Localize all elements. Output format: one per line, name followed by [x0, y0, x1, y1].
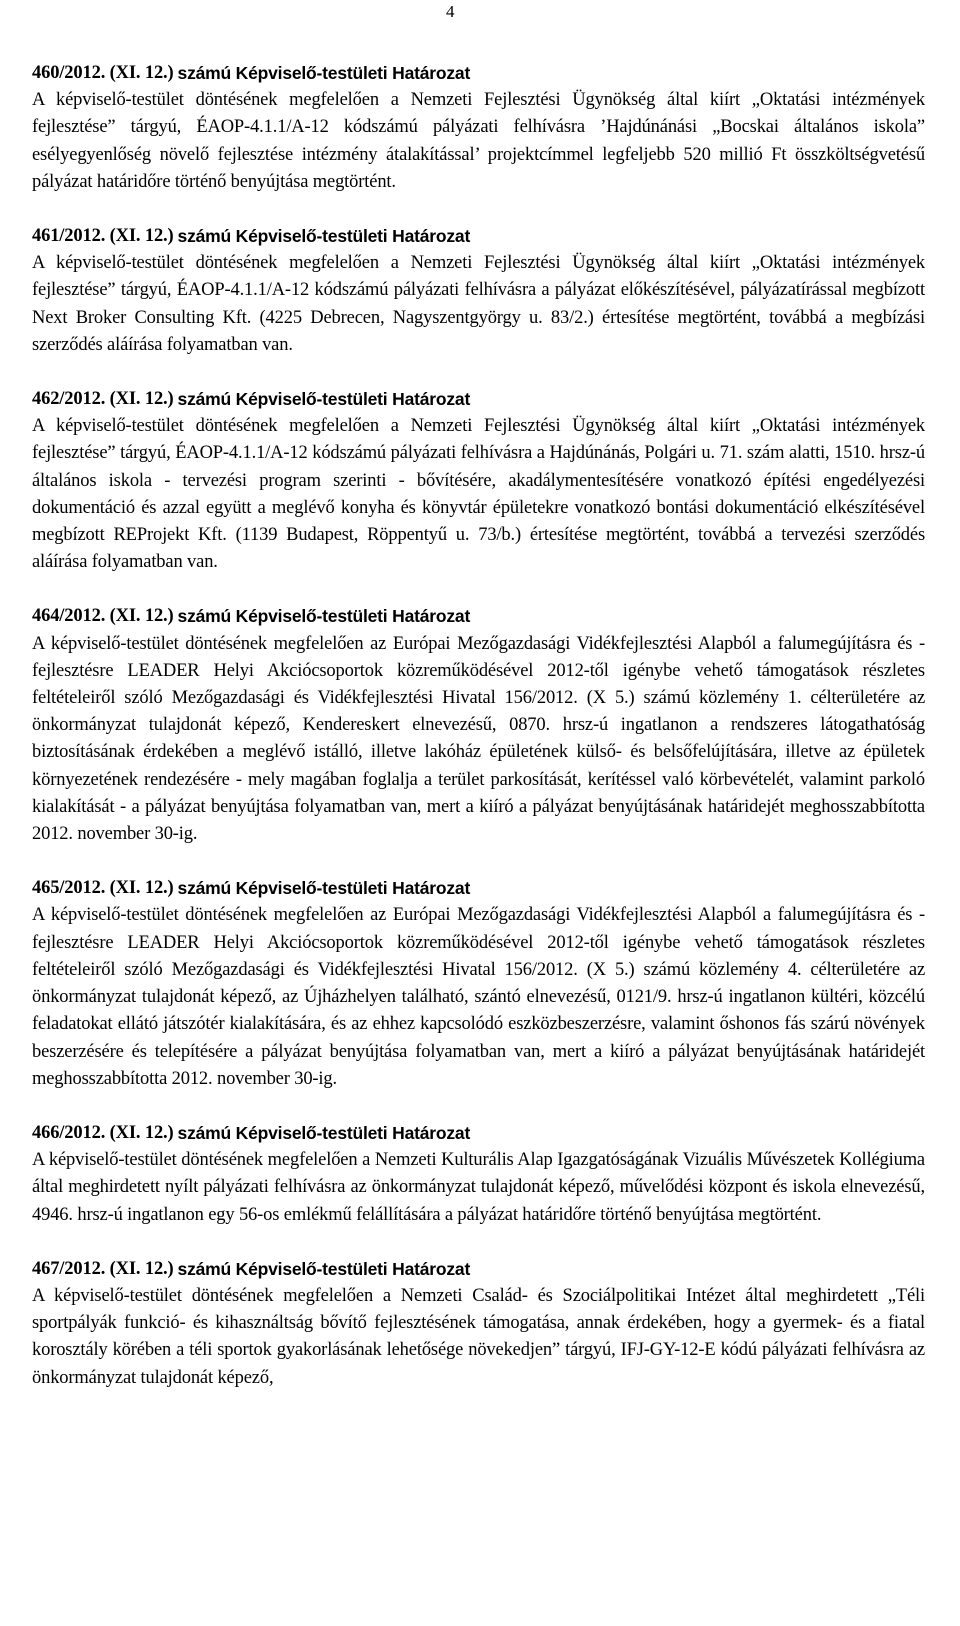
resolution-number: 464/2012. (XI. 12.)	[32, 606, 174, 627]
page-number: 4	[446, 2, 455, 21]
resolution-text: A képviselő-testület döntésének megfelelően a Nemzeti Fejlesztési Ügynökség által kiírt „Oktatási intézmények fejlesztése” tárgyú, ÉAOP-4.1.1/A-12 kódszámú pályázati felhívásra ’Hajdúnánási „Bocskai általános iskola” esélyegyenlőség növelő fejlesztése intézmény átalakítással’ projektcímmel legfeljebb 520 millió Ft összköltségvetésű pályázat határidőre történő benyújtása megtörtént.	[32, 90, 925, 192]
resolution-heading	[32, 1120, 925, 1147]
resolution-number: 467/2012. (XI. 12.)	[32, 1258, 174, 1279]
resolution-467	[32, 1256, 925, 1392]
resolution-title: számú Képviselő-testületi Határozat	[177, 878, 471, 899]
resolution-text: A képviselő-testület döntésének megfelelően a Nemzeti Kulturális Alap Igazgatóságának Vizuális Művészetek Kollégiuma által meghirdetett nyílt pályázati felhívásra az önkormányzat tulajdonát képező, művelődési központ és iskola elnevezésű, 4946. hrsz-ú ingatlanon egy 56-os emlékmű felállítására a pályázat határidőre történő benyújtása megtörtént.	[32, 1150, 925, 1225]
resolution-title: számú Képviselő-testületi Határozat	[177, 1122, 471, 1143]
resolution-462	[32, 386, 925, 576]
document-body	[32, 60, 925, 1419]
resolution-title: számú Képviselő-testületi Határozat	[177, 226, 471, 247]
resolution-text: A képviselő-testület döntésének megfelelően az Európai Mezőgazdasági Vidékfejlesztési Alapból a falumegújításra és -fejlesztésre LEADER Helyi Akciócsoportok közreműködésével 2012-től igénybe vehető támogatások részletes feltételeiről szóló Mezőgazdasági és Vidékfejlesztési Hivatal 156/2012. (X 5.) számú közlemény 1. célterületére az önkormányzat tulajdonát képező, Kendereskert elnevezésű, 0870. hrsz-ú ingatlanon a rendszeres látogathatóság biztosításának érdekében a meglévő istálló, illetve lakóház épületének külső- és belsőfelújítására, illetve az épületek környezetének rendezésére - mely magában foglalja a terület parkosítását, kerítéssel való körbevételét, valamint parkoló kialakítását - a pályázat benyújtása folyamatban van, mert a kiíró a pályázat benyújtásának határidejét meghosszabbította 2012. november 30-ig.	[32, 633, 925, 845]
resolution-text: A képviselő-testület döntésének megfelelően a Nemzeti Fejlesztési Ügynökség által kiírt „Oktatási intézmények fejlesztése” tárgyú, ÉAOP-4.1.1/A-12 kódszámú pályázati felhívásra a pályázat előkészítésével, pályázatírással megbízott Next Broker Consulting Kft. (4225 Debrecen, Nagyszentgyörgy u. 83/2.) értesítése megtörtént, továbbá a megbízási szerződés aláírása folyamatban van.	[32, 253, 925, 355]
resolution-title: számú Képviselő-testületi Határozat	[177, 389, 471, 410]
resolution-text: A képviselő-testület döntésének megfelelően az Európai Mezőgazdasági Vidékfejlesztési Alapból a falumegújításra és -fejlesztésre LEADER Helyi Akciócsoportok közreműködésével 2012-től igénybe vehető támogatások részletes feltételeiről szóló Mezőgazdasági és Vidékfejlesztési Hivatal 156/2012. (X 5.) számú közlemény 4. célterületére az önkormányzat tulajdonát képező, az Újházhelyen található, szántó elnevezésű, 0121/9. hrsz-ú ingatlanon kültéri, közcélú feladatokat ellátó játszótér kialakítására, és az ehhez kapcsolódó eszközbeszerzésre, valamint őshonos fás szárú növények beszerzésére és telepítésére a pályázat benyújtása folyamatban van, mert a kiíró a pályázat benyújtásának határidejét meghosszabbította 2012. november 30-ig.	[32, 905, 925, 1089]
resolution-number: 461/2012. (XI. 12.)	[32, 226, 174, 247]
resolution-461	[32, 223, 925, 359]
resolution-number: 466/2012. (XI. 12.)	[32, 1122, 174, 1143]
resolution-title: számú Képviselő-testületi Határozat	[177, 1258, 471, 1279]
resolution-466	[32, 1120, 925, 1229]
resolution-464	[32, 603, 925, 848]
resolution-heading	[32, 1256, 925, 1283]
resolution-460	[32, 60, 925, 196]
resolution-heading	[32, 223, 925, 250]
resolution-heading	[32, 603, 925, 630]
resolution-text: A képviselő-testület döntésének megfelelően a Nemzeti Család- és Szociálpolitikai Intézet által meghirdetett „Téli sportpályák funkció- és kihasználtság bővítő fejlesztésének támogatása, annak érdekében, hogy a gyermek- és a fiatal korosztály körében a téli sportok gyakorlásának lehetősége növekedjen” tárgyú, IFJ-GY-12-E kódú pályázati felhívásra az önkormányzat tulajdonát képező,	[32, 1285, 925, 1388]
resolution-number: 465/2012. (XI. 12.)	[32, 878, 174, 899]
resolution-text: A képviselő-testület döntésének megfelelően a Nemzeti Fejlesztési Ügynökség által kiírt „Oktatási intézmények fejlesztése” tárgyú, ÉAOP-4.1.1/A-12 kódszámú pályázati felhívásra a Hajdúnánás, Polgári u. 71. szám alatti, 1510. hrsz-ú általános iskola - tervezési program szerinti - bővítésére, akadálymentesítésére vonatkozó építési engedélyezési dokumentáció és azzal együtt a meglévő konyha és könyvtár épületekre vonatkozó bontási dokumentáció elkészítésével megbízott REProjekt Kft. (1139 Budapest, Röppentyű u. 73/b.) értesítése megtörtént, továbbá a tervezési szerződés aláírása folyamatban van.	[32, 416, 925, 573]
resolution-title: számú Képviselő-testületi Határozat	[177, 63, 471, 83]
resolution-heading	[32, 60, 925, 87]
resolution-465	[32, 875, 925, 1093]
resolution-title: számú Képviselő-testületi Határozat	[177, 606, 471, 627]
resolution-heading	[32, 875, 925, 902]
resolution-heading	[32, 386, 925, 413]
resolution-number: 460/2012. (XI. 12.)	[32, 63, 174, 83]
resolution-number: 462/2012. (XI. 12.)	[32, 389, 174, 410]
